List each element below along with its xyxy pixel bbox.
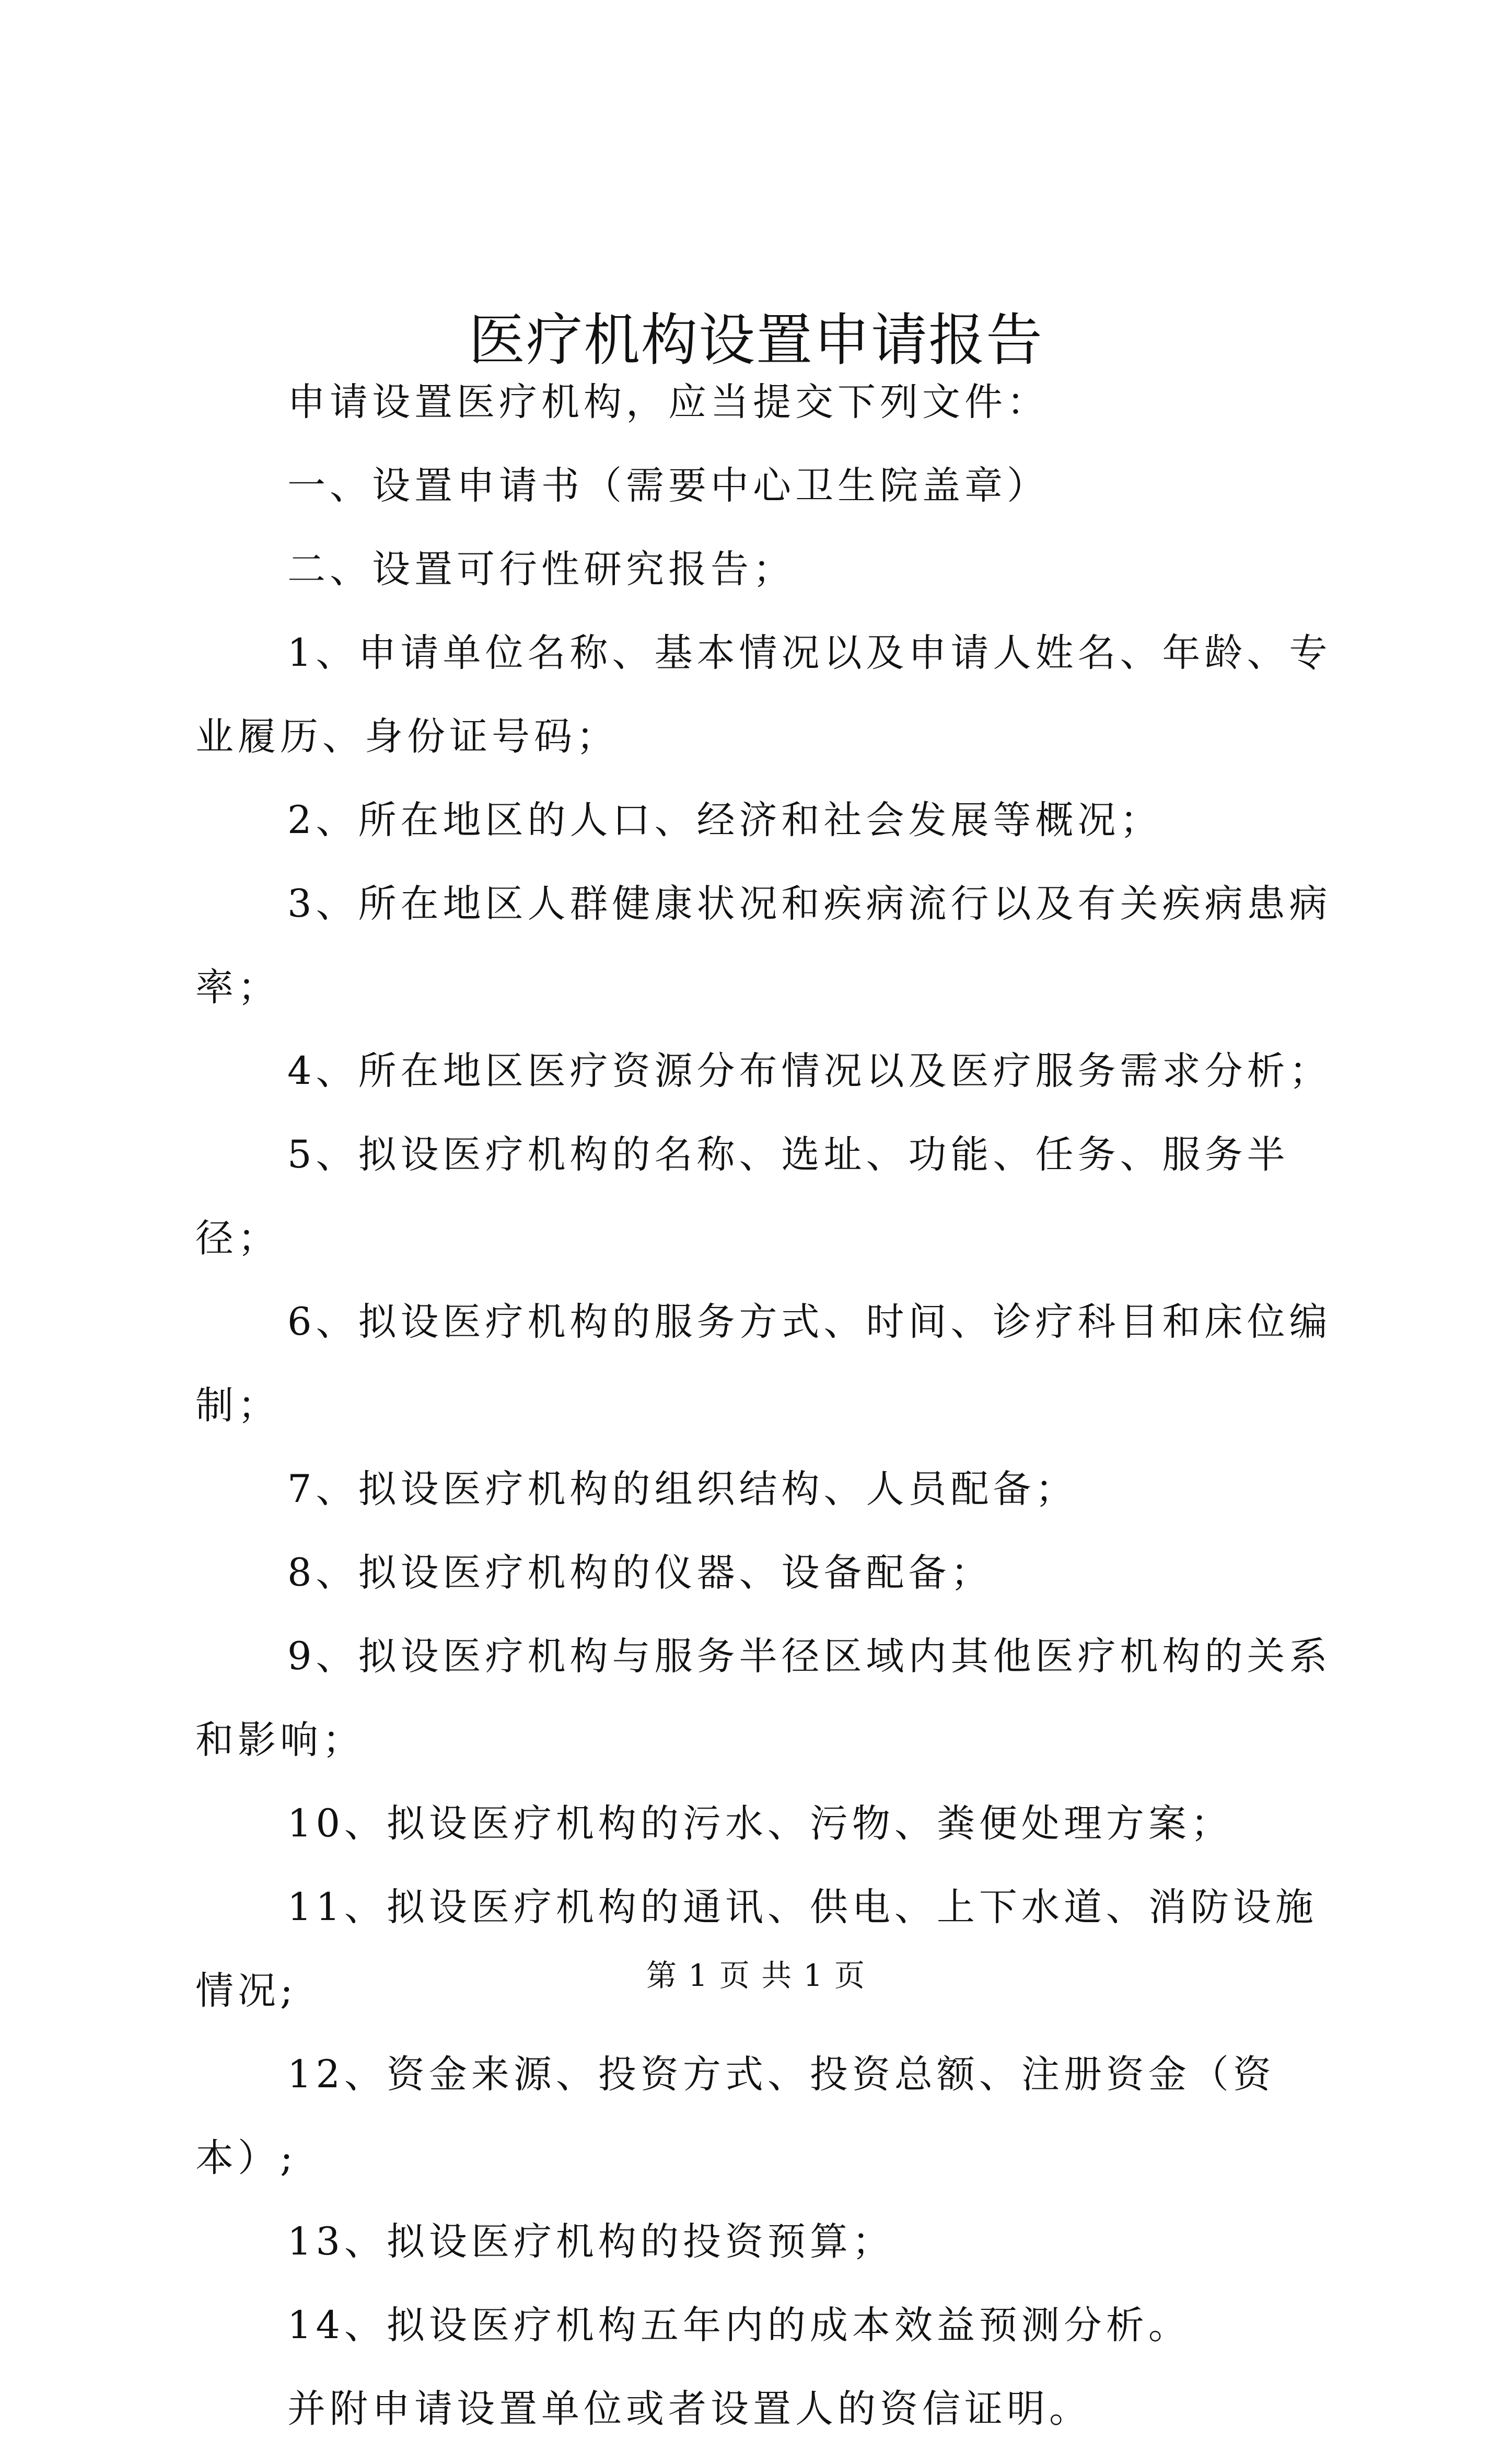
paragraph-point-11: 11、拟设医疗机构的通讯、供电、上下水道、消防设施情况;	[195, 1885, 1318, 2013]
document-body	[195, 361, 1334, 2451]
paragraph-point-7: 7、拟设医疗机构的组织结构、人员配备；	[287, 1467, 1078, 1511]
paragraph-point-10: 10、拟设医疗机构的污水、污物、粪便处理方案；	[287, 1801, 1233, 1846]
paragraph-point-1: 1、申请单位名称、基本情况以及申请人姓名、年龄、专业履历、身份证号码；	[195, 631, 1332, 759]
paragraph-point-13: 13、拟设医疗机构的投资预算；	[287, 2219, 894, 2264]
paragraph-point-8: 8、拟设医疗机构的仪器、设备配备；	[287, 1551, 993, 1595]
paragraph-point-14: 14、拟设医疗机构五年内的成本效益预测分析。	[287, 2303, 1191, 2348]
paragraph-item-one: 一、设置申请书（需要中心卫生院盖章）	[287, 464, 1049, 508]
paragraph-intro: 申请设置医疗机构，应当提交下列文件：	[287, 380, 1049, 424]
page-footer: 第 1 页 共 1 页	[646, 1958, 866, 1993]
document-title: 医疗机构设置申请报告	[468, 308, 1043, 374]
paragraph-point-12: 12、资金来源、投资方式、投资总额、注册资金（资本）;	[195, 2052, 1275, 2180]
paragraph-point-2: 2、所在地区的人口、经济和社会发展等概况；	[287, 798, 1162, 842]
paragraph-item-two: 二、设置可行性研究报告；	[287, 547, 795, 592]
paragraph-closing: 并附申请设置单位或者设置人的资信证明。	[287, 2387, 1091, 2431]
paragraph-point-6: 6、拟设医疗机构的服务方式、时间、诊疗科目和床位编制；	[195, 1300, 1332, 1428]
paragraph-point-5: 5、拟设医疗机构的名称、选址、功能、任务、服务半径；	[195, 1132, 1289, 1261]
paragraph-point-3: 3、所在地区人群健康状况和疾病流行以及有关疾病患病率；	[195, 882, 1332, 1010]
paragraph-point-4: 4、所在地区医疗资源分布情况以及医疗服务需求分析；	[287, 1049, 1332, 1093]
paragraph-point-9: 9、拟设医疗机构与服务半径区域内其他医疗机构的关系和影响；	[195, 1634, 1332, 1762]
